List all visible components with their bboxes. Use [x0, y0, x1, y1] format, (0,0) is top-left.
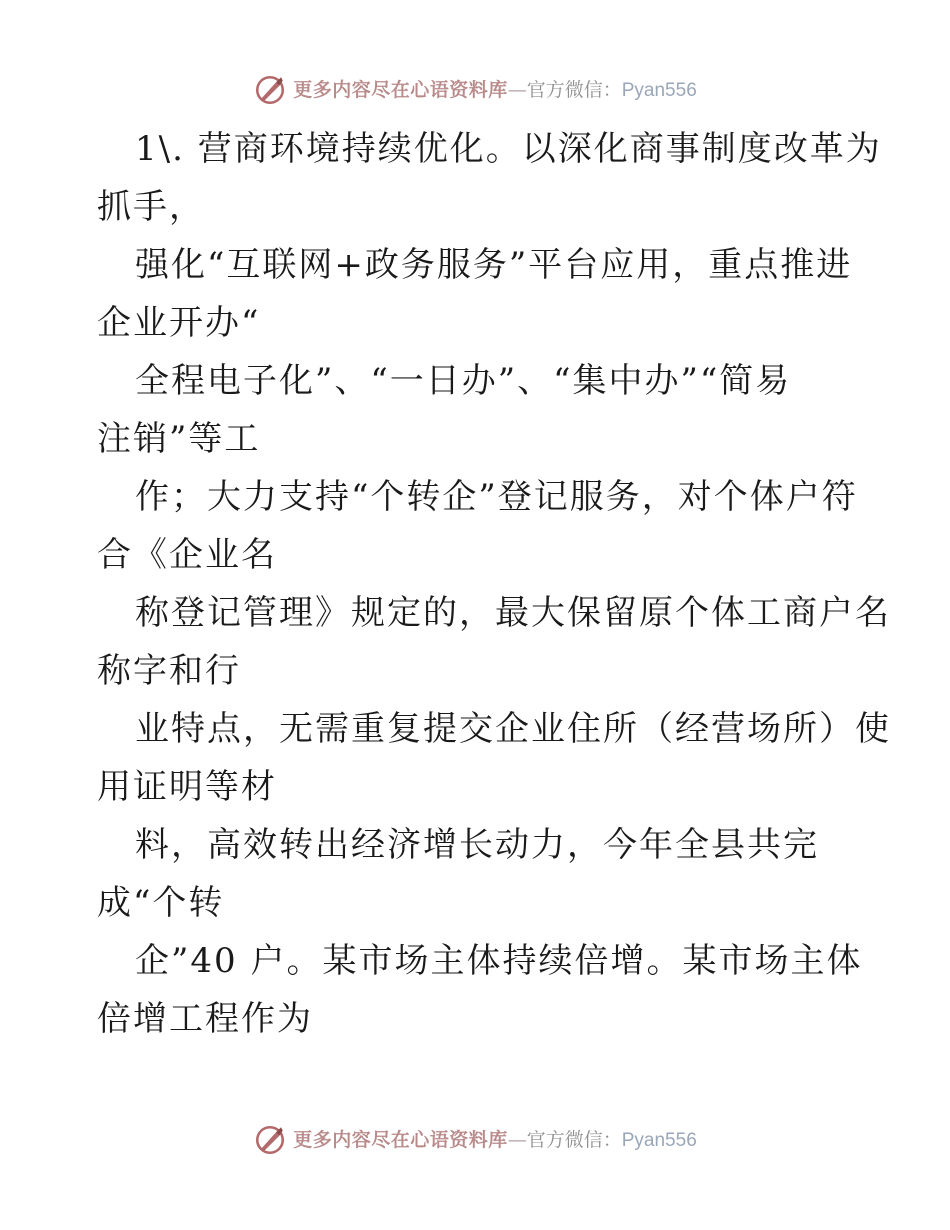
body-line: 企业开办“: [97, 303, 261, 343]
pen-logo-icon: [253, 1123, 287, 1157]
body-line: 1\. 营商环境持续优化。以深化商事制度改革为: [135, 129, 882, 169]
footer-text: [293, 1128, 697, 1151]
body-line: 合《企业名: [97, 535, 277, 575]
body-line: 业特点，无需重复提交企业住所（经营场所）使: [135, 709, 891, 749]
header-banner: [0, 70, 950, 110]
body-line: 抓手，: [97, 187, 205, 227]
footer-wechat-id: Pyan556: [621, 1129, 697, 1151]
footer-brand-text: 更多内容尽在心语资料库: [293, 1128, 508, 1151]
pen-logo-icon: [253, 73, 287, 107]
header-dash: —: [507, 78, 527, 101]
body-line: 倍增工程作为: [97, 999, 313, 1039]
footer-wechat-label: 官方微信：: [526, 1128, 622, 1151]
header-text: [293, 78, 697, 101]
body-line: 全程电子化”、“一日办”、“集中办”“简易: [135, 361, 792, 401]
footer-dash: —: [507, 1128, 527, 1151]
header-wechat-id: Pyan556: [621, 79, 697, 101]
body-line: 称登记管理》规定的，最大保留原个体工商户名: [135, 593, 891, 633]
body-line: 强化“互联网+政务服务”平台应用，重点推进: [135, 245, 853, 285]
header-wechat-label: 官方微信：: [526, 78, 622, 101]
body-line: 注销”等工: [97, 419, 261, 459]
body-line: 作；大力支持“个转企”登记服务，对个体户符: [135, 477, 858, 517]
header-brand-text: 更多内容尽在心语资料库: [293, 78, 508, 101]
body-line: 企”40 户。某市场主体持续倍增。某市场主体: [135, 941, 863, 981]
document-body: [97, 120, 891, 1048]
body-line: 成“个转: [97, 883, 225, 923]
body-line: 料，高效转出经济增长动力，今年全县共完: [135, 825, 819, 865]
footer-banner: [0, 1120, 950, 1160]
body-line: 用证明等材: [97, 767, 277, 807]
body-line: 称字和行: [97, 651, 241, 691]
